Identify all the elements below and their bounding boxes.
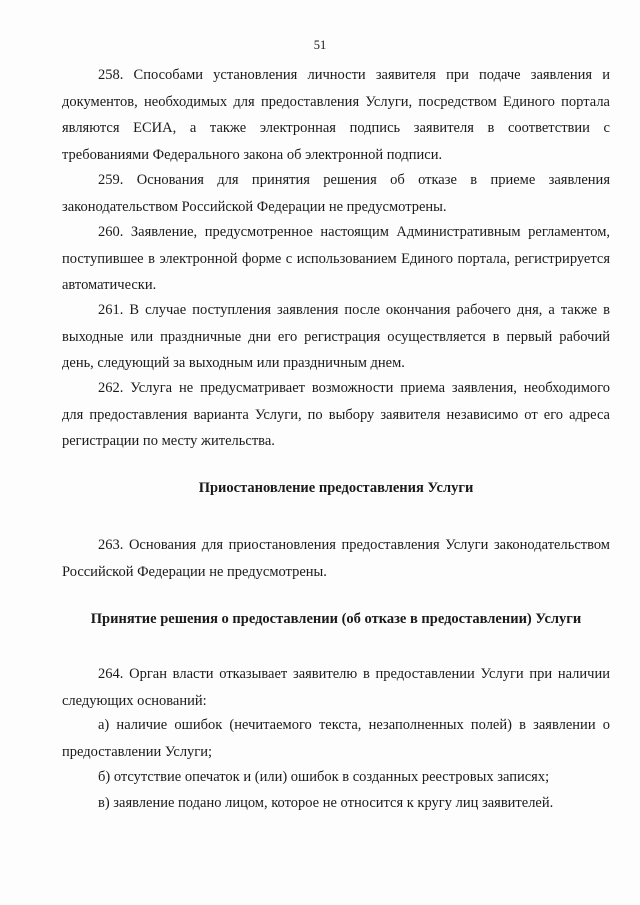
paragraph-261: 261. В случае поступления заявления после окончания рабочего дня, а также в выходные или праздничные дни его регистрация осуществляется в первый рабочий день, следующий за выходным или праздничным днем. [62,302,610,371]
paragraph-260: 260. Заявление, предусмотренное настоящим Административным регламентом, поступившее в электронной форме с использованием Единого портала, регистрируется автоматически. [62,224,610,293]
paragraph-262: 262. Услуга не предусматривает возможности приема заявления, необходимого для предоставления варианта Услуги, по выбору заявителя независимо от его адреса регистрации по месту жительства. [62,380,610,449]
section-heading-decision: Принятие решения о предоставлении (об отказе в предоставлении) Услуги [90,611,582,627]
list-item-a: а) наличие ошибок (нечитаемого текста, незаполненных полей) в заявлении о предоставлении Услуги; [62,717,610,760]
section-heading-suspension: Приостановление предоставления Услуги [198,480,474,496]
paragraph-263: 263. Основания для приостановления предоставления Услуги законодательством Российской Федерации не предусмотрены. [62,537,610,580]
list-item-b: б) отсутствие опечаток и (или) ошибок в созданных реестровых записях; [98,769,550,785]
list-item-c: в) заявление подано лицом, которое не относится к кругу лиц заявителей. [98,795,554,811]
page-number: 51 [313,38,327,52]
paragraph-264: 264. Орган власти отказывает заявителю в предоставлении Услуги при наличии следующих оснований: [62,666,610,709]
paragraph-258: 258. Способами установления личности заявителя при подаче заявления и документов, необходимых для предоставления Услуги, посредством Единого портала являются ЕСИА, а также электронная подпись заявителя в соответствии с требованиями Федерального закона об электронной подписи. [62,67,610,163]
paragraph-259: 259. Основания для принятия решения об отказе в приеме заявления законодательством Российской Федерации не предусмотрены. [62,172,610,215]
